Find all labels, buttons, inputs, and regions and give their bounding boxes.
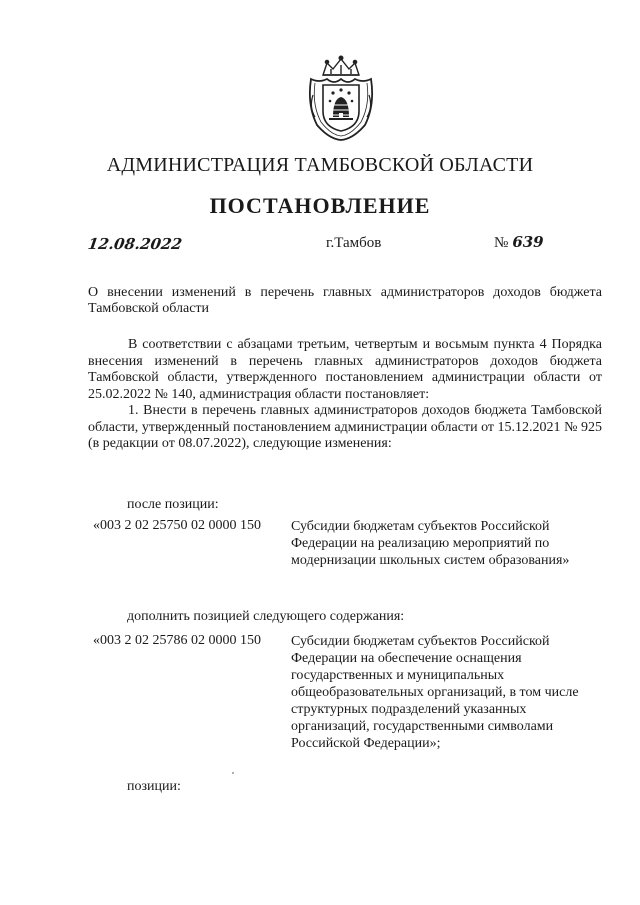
document-body <box>88 337 602 453</box>
issuing-authority: АДМИНИСТРАЦИЯ ТАМБОВСКОЙ ОБЛАСТИ <box>106 154 534 176</box>
add-position-label: дополнить позицией следующего содержания: <box>127 609 405 624</box>
after-position-label: после позиции: <box>127 497 219 512</box>
entry-description: Субсидии бюджетам субъектов Российской Федерации на реализацию мероприятий по модернизации школьных систем образования» <box>291 519 570 568</box>
document-date: 12.08.2022 <box>86 235 184 253</box>
number-value: 639 <box>512 233 544 251</box>
entry-description: Субсидии бюджетам субъектов Российской Федерации на обеспечение оснащения государственных и муниципальных общеобразовательных организаций, в том числе структурных подразделений указанных организаций, государственными символами Российской Федерации»; <box>291 634 579 751</box>
document-subject: О внесении изменений в перечень главных администраторов доходов бюджета Тамбовской области <box>88 285 602 316</box>
document-place: г.Тамбов <box>326 235 382 251</box>
body-paragraph: В соответствии с абзацами третьим, четвертым и восьмым пункта 4 Порядка внесения изменений в перечень главных администраторов доходов бюджета Тамбовской области, утвержденного постановлением администрации области от 25.02.2022 № 140, администрация области постановляет: <box>88 337 602 402</box>
entry-code: «003 2 02 25750 02 0000 150 <box>93 518 261 533</box>
scan-speck <box>232 772 234 774</box>
body-paragraph: 1. Внести в перечень главных администраторов доходов бюджета Тамбовской области, утвержденный постановлением администрации области от 15.12.2021 № 925 (в редакции от 08.07.2022), следующие изменения: <box>88 403 602 451</box>
positions-label: позиции: <box>127 779 181 794</box>
document-number <box>494 233 544 252</box>
number-prefix: № <box>494 235 509 251</box>
entry-code: «003 2 02 25786 02 0000 150 <box>93 633 261 648</box>
document-type-title: ПОСТАНОВЛЕНИЕ <box>209 193 431 218</box>
coat-of-arms-emblem <box>303 55 379 141</box>
